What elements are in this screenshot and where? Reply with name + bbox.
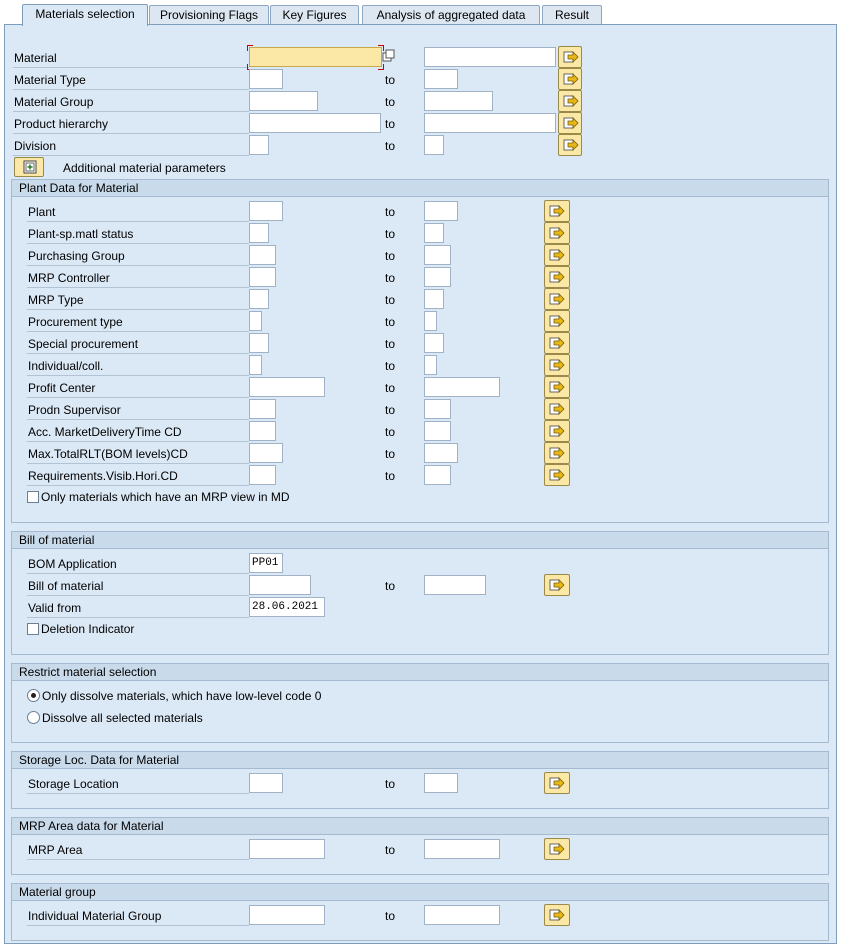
deletion-indicator-checkbox[interactable] — [27, 623, 39, 635]
multiple-selection-button[interactable] — [544, 244, 570, 266]
group-header — [12, 884, 828, 901]
mrp-view-checkbox-label: Only materials which have an MRP view in MD — [41, 490, 290, 504]
plant-field-from-input[interactable] — [249, 201, 283, 221]
multiple-selection-button[interactable] — [544, 200, 570, 222]
radio-dissolve-all-label: Dissolve all selected materials — [42, 711, 203, 725]
plant-field-to-input[interactable] — [424, 399, 451, 419]
storage-group — [11, 751, 829, 809]
label-underline — [27, 331, 249, 332]
label-underline — [27, 397, 249, 398]
bill-of-material-label: Bill of material — [28, 579, 104, 593]
to-label: to — [385, 227, 396, 241]
product-hierarchy-to-input[interactable] — [424, 113, 556, 133]
label-underline — [27, 287, 249, 288]
plant-field-to-input[interactable] — [424, 289, 444, 309]
plant-field-label: Plant-sp.matl status — [28, 227, 134, 241]
plant-field-to-input[interactable] — [424, 421, 451, 441]
plant-field-from-input[interactable] — [249, 333, 269, 353]
tab-analysis-aggregated[interactable]: Analysis of aggregated data — [362, 5, 540, 24]
label-underline — [13, 111, 249, 112]
to-label: to — [385, 315, 396, 329]
plant-field-label: Plant — [28, 205, 56, 219]
label-underline — [27, 595, 249, 596]
plant-field-from-input[interactable] — [249, 465, 276, 485]
multiple-selection-button[interactable] — [544, 288, 570, 310]
label-underline — [27, 485, 249, 486]
plant-field-label: Purchasing Group — [28, 249, 125, 263]
mrp-area-to-input[interactable] — [424, 839, 500, 859]
division-to-input[interactable] — [424, 135, 444, 155]
individual-material-group-label: Individual Material Group — [28, 909, 162, 923]
multiple-selection-button[interactable] — [558, 112, 582, 134]
group-title: Restrict material selection — [19, 665, 157, 679]
material-from-input[interactable] — [249, 47, 382, 67]
multiple-selection-button[interactable] — [544, 420, 570, 442]
plant-field-from-input[interactable] — [249, 267, 276, 287]
division-label: Division — [14, 139, 57, 153]
deletion-indicator-label: Deletion Indicator — [41, 622, 135, 636]
individual-material-group-from-input[interactable] — [249, 905, 325, 925]
label-underline — [27, 859, 249, 860]
plant-field-label: Special procurement — [28, 337, 139, 351]
group-title: Material group — [19, 885, 96, 899]
bom-application-input[interactable]: PP01 — [249, 553, 283, 573]
plant-field-from-input[interactable] — [249, 421, 276, 441]
radio-low-level-code-label: Only dissolve materials, which have low-level code 0 — [42, 689, 322, 703]
tab-materials-selection[interactable]: Materials selection — [22, 4, 148, 26]
to-label: to — [385, 843, 396, 857]
label-underline — [13, 155, 249, 156]
to-label: to — [385, 403, 396, 417]
label-underline — [27, 221, 249, 222]
individual-material-group-to-input[interactable] — [424, 905, 500, 925]
plant-field-label: Profit Center — [28, 381, 96, 395]
plant-field-label: Acc. MarketDeliveryTime CD — [28, 425, 182, 439]
label-underline — [27, 925, 249, 926]
to-label: to — [385, 95, 396, 109]
multiple-window-icon[interactable] — [382, 49, 396, 63]
multiple-selection-button[interactable] — [544, 904, 570, 926]
plant-field-label: Procurement type — [28, 315, 123, 329]
plant-field-label: Max.TotalRLT(BOM levels)CD — [28, 447, 188, 461]
tab-strip — [0, 0, 841, 26]
multiple-selection-button[interactable] — [544, 354, 570, 376]
label-underline — [27, 265, 249, 266]
plant-field-label: MRP Type — [28, 293, 84, 307]
group-title: Storage Loc. Data for Material — [19, 753, 180, 767]
bom-to-input[interactable] — [424, 575, 486, 595]
plant-field-from-input[interactable] — [249, 245, 276, 265]
to-label: to — [385, 139, 396, 153]
group-title: MRP Area data for Material — [19, 819, 164, 833]
valid-from-label: Valid from — [28, 601, 82, 615]
radio-dissolve-all[interactable] — [27, 711, 40, 724]
tab-result[interactable]: Result — [542, 5, 602, 24]
plant-field-from-input[interactable] — [249, 443, 283, 463]
mrp-area-label: MRP Area — [28, 843, 83, 857]
to-label: to — [385, 777, 396, 791]
label-underline — [27, 375, 249, 376]
expand-icon — [23, 160, 43, 174]
multiple-selection-button[interactable] — [544, 838, 570, 860]
group-header — [12, 818, 828, 835]
label-underline — [27, 441, 249, 442]
mrp-view-checkbox[interactable] — [27, 491, 39, 503]
storage-location-label: Storage Location — [28, 777, 119, 791]
to-label: to — [385, 909, 396, 923]
multiple-selection-button[interactable] — [544, 266, 570, 288]
to-label: to — [385, 249, 396, 263]
material-group-label: Material Group — [14, 95, 94, 109]
plant-field-to-input[interactable] — [424, 223, 444, 243]
plant-field-label: Prodn Supervisor — [28, 403, 121, 417]
plant-field-from-input[interactable] — [249, 355, 262, 375]
to-label: to — [385, 359, 396, 373]
plant-field-to-input[interactable] — [424, 201, 458, 221]
material-type-to-input[interactable] — [424, 69, 458, 89]
plant-field-to-input[interactable] — [424, 355, 437, 375]
multiple-selection-button[interactable] — [558, 90, 582, 112]
plant-field-from-input[interactable] — [249, 377, 325, 397]
additional-params-button[interactable] — [14, 157, 44, 177]
plant-field-to-input[interactable] — [424, 333, 444, 353]
material-group-from-input[interactable] — [249, 91, 318, 111]
plant-field-to-input[interactable] — [424, 465, 451, 485]
to-label: to — [385, 73, 396, 87]
label-underline — [27, 617, 249, 618]
multiple-selection-button[interactable] — [544, 376, 570, 398]
mrp-area-from-input[interactable] — [249, 839, 325, 859]
plant-field-to-input[interactable] — [424, 267, 451, 287]
multiple-selection-button[interactable] — [558, 68, 582, 90]
label-underline — [13, 133, 249, 134]
group-header — [12, 752, 828, 769]
plant-field-from-input[interactable] — [249, 223, 269, 243]
storage-location-to-input[interactable] — [424, 773, 458, 793]
plant-field-from-input[interactable] — [249, 399, 276, 419]
label-underline — [27, 573, 249, 574]
to-label: to — [385, 271, 396, 285]
focus-corner — [247, 45, 253, 51]
label-underline — [13, 67, 249, 68]
radio-low-level-code[interactable] — [27, 689, 40, 702]
plant-field-to-input[interactable] — [424, 377, 500, 397]
bom-application-label: BOM Application — [28, 557, 117, 571]
material-type-label: Material Type — [14, 73, 86, 87]
to-label: to — [385, 469, 396, 483]
plant-field-to-input[interactable] — [424, 245, 451, 265]
plant-field-from-input[interactable] — [249, 311, 262, 331]
plant-field-from-input[interactable] — [249, 289, 269, 309]
material-group-to-input[interactable] — [424, 91, 493, 111]
material-label: Material — [14, 51, 57, 65]
multiple-selection-button[interactable] — [558, 46, 582, 68]
mrp-area-group — [11, 817, 829, 875]
label-underline — [13, 89, 249, 90]
to-label: to — [385, 205, 396, 219]
plant-field-label: Requirements.Visib.Hori.CD — [28, 469, 178, 483]
focus-corner — [378, 64, 384, 70]
to-label: to — [385, 337, 396, 351]
group-header — [12, 664, 828, 681]
product-hierarchy-from-input[interactable] — [249, 113, 381, 133]
plant-field-label: MRP Controller — [28, 271, 110, 285]
multiple-selection-button[interactable] — [544, 772, 570, 794]
to-label: to — [385, 447, 396, 461]
tab-key-figures[interactable]: Key Figures — [270, 5, 359, 24]
label-underline — [27, 463, 249, 464]
valid-from-input[interactable]: 28.06.2021 — [249, 597, 325, 617]
multiple-selection-button[interactable] — [544, 332, 570, 354]
label-underline — [27, 309, 249, 310]
to-label: to — [385, 425, 396, 439]
material-type-from-input[interactable] — [249, 69, 283, 89]
to-label: to — [385, 117, 396, 131]
plant-field-to-input[interactable] — [424, 443, 458, 463]
label-underline — [27, 243, 249, 244]
group-header — [12, 180, 828, 197]
to-label: to — [385, 579, 396, 593]
to-label: to — [385, 293, 396, 307]
group-header — [12, 532, 828, 549]
multiple-selection-button[interactable] — [544, 464, 570, 486]
label-underline — [27, 793, 249, 794]
plant-field-label: Individual/coll. — [28, 359, 104, 373]
product-hierarchy-label: Product hierarchy — [14, 117, 109, 131]
tab-provisioning-flags[interactable]: Provisioning Flags — [149, 5, 269, 24]
group-title: Plant Data for Material — [19, 181, 139, 195]
label-underline — [27, 353, 249, 354]
to-label: to — [385, 381, 396, 395]
multiple-selection-button[interactable] — [544, 222, 570, 244]
bom-from-input[interactable] — [249, 575, 311, 595]
multiple-selection-button[interactable] — [544, 310, 570, 332]
division-from-input[interactable] — [249, 135, 269, 155]
plant-field-to-input[interactable] — [424, 311, 437, 331]
storage-location-from-input[interactable] — [249, 773, 283, 793]
multiple-selection-button[interactable] — [544, 442, 570, 464]
multiple-selection-button[interactable] — [558, 134, 582, 156]
group-title: Bill of material — [19, 533, 95, 547]
multiple-selection-button[interactable] — [544, 398, 570, 420]
additional-params-label: Additional material parameters — [63, 161, 226, 175]
label-underline — [27, 419, 249, 420]
multiple-selection-button[interactable] — [544, 574, 570, 596]
material-to-input[interactable] — [424, 47, 556, 67]
